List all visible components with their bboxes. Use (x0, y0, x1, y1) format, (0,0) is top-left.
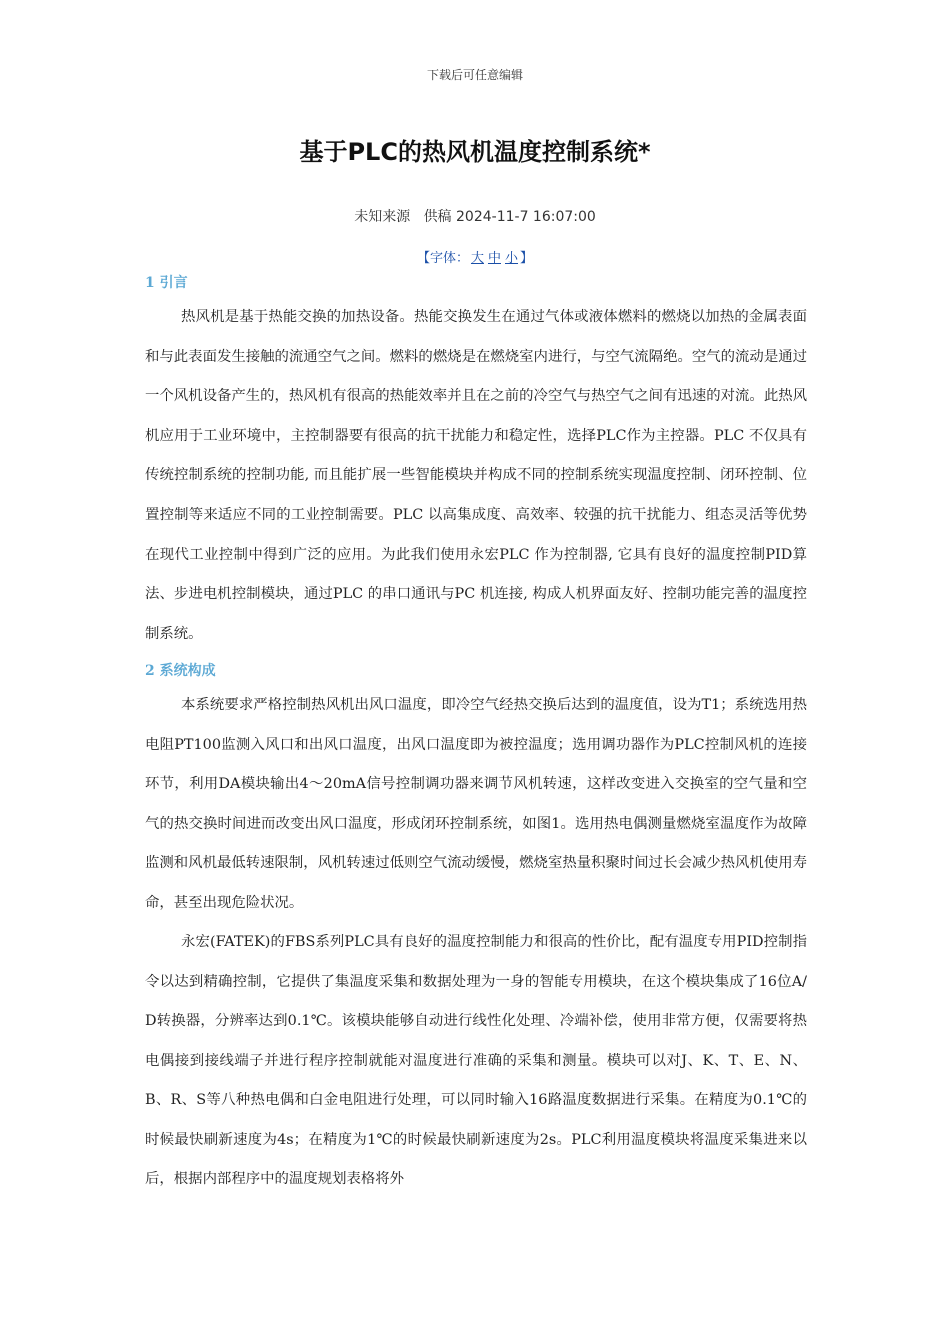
font-controls-prefix: 【字体： (416, 251, 469, 266)
paragraph-intro: 热风机是基于热能交换的加热设备。热能交换发生在通过气体或液体燃料的燃烧以加热的金属表面和与此表面发生接触的流通空气之间。燃料的燃烧是在燃烧室内进行，与空气流隔绝。空气的流动是通过一个风机设备产生的，热风机有很高的热能效率并且在之前的冷空气与热空气之间有迅速的对流。此热风机应用于工业环境中，主控制器要有很高的抗干扰能力和稳定性，选择PLC作为主控器。PLC 不仅具有传统控制系统的控制功能, 而且能扩展一些智能模块并构成不同的控制系统实现温度控制、闭环控制、位置控制等来适应不同的工业控制需要。PLC 以高集成度、高效率、较强的抗干扰能力、组态灵活等优势在现代工业控制中得到广泛的应用。为此我们使用永宏PLC 作为控制器, 它具有良好的温度控制PID算法、步进电机控制模块，通过PLC 的串口通讯与PC 机连接, 构成人机界面友好、控制功能完善的温度控制系统。 (145, 309, 807, 642)
article-meta (0, 206, 950, 226)
paragraph-system-2: 永宏(FATEK)的FBS系列PLC具有良好的温度控制能力和很高的性价比，配有温度专用PID控制指令以达到精确控制，它提供了集温度采集和数据处理为一身的智能专用模块，在这个模块集成了16位A/D转换器，分辨率达到0.1℃。该模块能够自动进行线性化处理、冷端补偿，使用非常方便，仅需要将热电偶接到接线端子并进行程序控制就能对温度进行准确的采集和测量。模块可以对J、K、T、E、N、B、R、S等八种热电偶和白金电阻进行处理，可以同时输入16路温度数据进行采集。在精度为0.1℃的时候最快刷新速度为4s；在精度为1℃的时候最快刷新速度为2s。PLC利用温度模块将温度采集进来以后，根据内部程序中的温度规划表格将外 (145, 934, 807, 1188)
font-controls-suffix: 】 (520, 251, 534, 266)
paragraph-system-1: 本系统要求严格控制热风机出风口温度，即冷空气经热交换后达到的温度值，设为T1；系统选用热电阻PT100监测入风口和出风口温度，出风口温度即为被控温度；选用调功器作为PLC控制风机的连接环节，利用DA模块输出4～20mA信号控制调功器来调节风机转速，这样改变进入交换室的空气量和空气的热交换时间进而改变出风口温度，形成闭环控制系统，如图1。选用热电偶测量燃烧室温度作为故障监测和风机最低转速限制，风机转速过低则空气流动缓慢，燃烧室热量积聚时间过长会减少热风机使用寿命，甚至出现危险状况。 (145, 697, 807, 911)
article-body (145, 268, 807, 1200)
font-size-medium-link[interactable]: 中 (487, 251, 501, 266)
article-contribution-label: 供稿 (423, 209, 452, 225)
font-size-large-link[interactable]: 大 (470, 251, 484, 266)
font-size-small-link[interactable]: 小 (505, 251, 519, 266)
article-title: 基于PLC的热风机温度控制系统* (299, 138, 651, 166)
article-datetime: 2024-11-7 16:07:00 (456, 209, 596, 225)
article-source: 未知来源 (354, 209, 411, 225)
section-heading-intro: 1 引言 (145, 275, 188, 291)
section-heading-system: 2 系统构成 (145, 663, 216, 680)
download-note: 下载后可任意编辑 (426, 68, 523, 82)
font-size-controls (0, 247, 950, 266)
